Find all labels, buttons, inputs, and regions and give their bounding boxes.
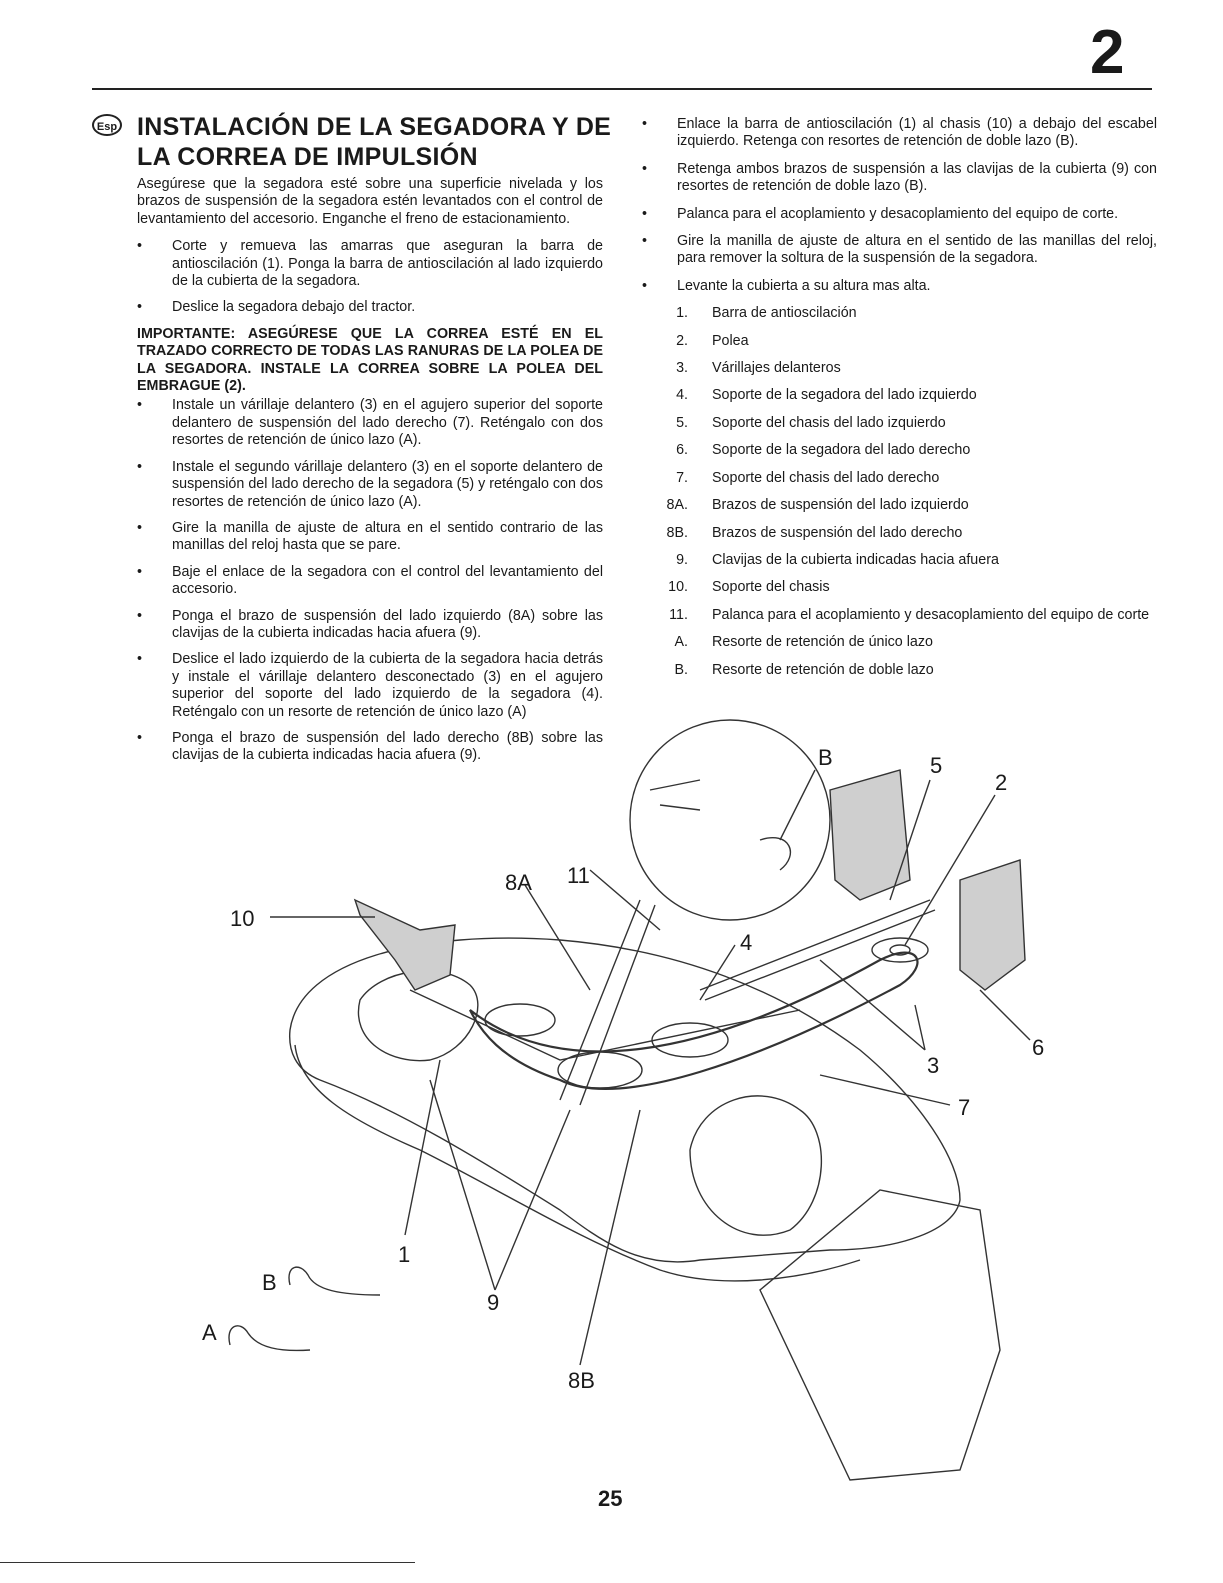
bullet-glyph: •: [642, 277, 648, 294]
legend-number: 7.: [676, 469, 688, 486]
list-item-text: Palanca para el acoplamiento y desacoplamiento del equipo de corte.: [677, 205, 1119, 222]
leader-7: [820, 1075, 950, 1105]
list-item-text: Baje el enlace de la segadora con el control del levantamiento del accesorio.: [172, 563, 603, 598]
bullet-glyph: •: [137, 729, 143, 746]
spring-clip-A: [229, 1326, 310, 1351]
bullet-glyph: •: [137, 563, 143, 580]
callout-5: 5: [930, 753, 943, 778]
legend-number: B.: [674, 661, 688, 678]
bullet-glyph: •: [642, 116, 648, 132]
bullet-glyph: •: [642, 205, 648, 222]
legend-number: 2.: [676, 332, 688, 349]
deck-skirt: [295, 1045, 860, 1281]
callout-spring-B: B: [262, 1270, 277, 1295]
bullet-glyph: •: [137, 607, 143, 624]
grass-chute: [760, 1190, 1000, 1480]
legend-text: Várillajes delanteros: [712, 360, 841, 377]
leader-3: [820, 960, 925, 1050]
callout-9: 9: [487, 1290, 500, 1315]
legend-text: Palanca para el acoplamiento y desacoplamiento del equipo de corte: [712, 606, 1150, 623]
drive-belt: [470, 953, 917, 1089]
leader-6: [980, 990, 1030, 1040]
section-title: INSTALACIÓN DE LA SEGADORA Y DE LA CORREA DE IMPULSIÓN: [137, 113, 612, 171]
chassis-bracket-left: [355, 900, 455, 990]
legend-number: 6.: [676, 442, 688, 459]
leader-8B: [580, 1110, 640, 1365]
bullet-glyph: •: [137, 238, 143, 255]
callout-2: 2: [995, 770, 1008, 795]
bullet-glyph: •: [642, 233, 648, 250]
leader-1: [405, 1060, 440, 1235]
callout-B-top: B: [818, 745, 833, 770]
list-item-text: Gire la manilla de ajuste de altura en el sentido de las manillas del reloj, para remover la soltura de la suspensión de la segadora.: [677, 233, 1157, 267]
callout-4: 4: [740, 930, 753, 955]
bullet-glyph: •: [137, 458, 143, 475]
leader-4: [700, 945, 735, 1000]
callout-6: 6: [1032, 1035, 1045, 1060]
legend-text: Soporte de la segadora del lado derecho: [712, 442, 971, 459]
list-item-text: Enlace la barra de antioscilación (1) al chasis (10) a debajo del escabel izquierdo. Retenga con resortes de retención de doble lazo (B).: [677, 116, 1157, 150]
section-number: 2: [1090, 18, 1123, 87]
detail-circle: [630, 720, 830, 920]
legend-text: Polea: [712, 332, 749, 349]
discharge-housing: [690, 1096, 821, 1235]
callout-spring-A: A: [202, 1320, 217, 1345]
callout-7: 7: [958, 1095, 971, 1120]
legend-text: Resorte de retención de único lazo: [712, 634, 933, 651]
left-pulley: [485, 1004, 555, 1036]
legend-number: 8B.: [666, 524, 688, 541]
legend-number: A.: [674, 634, 688, 651]
legend-number: 5.: [676, 414, 688, 431]
language-badge: Esp: [92, 114, 122, 136]
callout-8A: 8A: [505, 870, 532, 895]
callout-8B: 8B: [568, 1368, 595, 1393]
list-item-text: Levante la cubierta a su altura mas alta.: [677, 277, 931, 294]
footer-rule: [0, 1562, 415, 1563]
callout-1: 1: [398, 1242, 411, 1267]
list-item-text: Corte y remueva las amarras que aseguran la barra de antioscilación (1). Ponga la barra de antioscilación al lado izquierdo de la cubierta de la segadora.: [172, 238, 603, 290]
page-number: 25: [598, 1486, 623, 1511]
legend-number: 8A.: [666, 497, 688, 514]
legend-number: 4.: [676, 387, 688, 404]
list-item-text: Instale el segundo várillaje delantero (3) en el soporte delantero de suspensión del lado derecho de la segadora (5) y reténgalo con dos resortes de retención de único lazo (A).: [172, 458, 603, 510]
legend-text: Soporte del chasis: [712, 579, 830, 596]
spring-clip-B: [289, 1267, 380, 1295]
intro-paragraph: Asegúrese que la segadora esté sobre una superficie nivelada y los brazos de suspensión de la segadora estén levantados con el control de levantamiento del accesorio. Enganche el freno de estacionamiento.: [137, 176, 603, 227]
bullet-glyph: •: [137, 519, 143, 536]
legend-text: Resorte de retención de doble lazo: [712, 661, 934, 678]
bullet-glyph: •: [642, 160, 648, 177]
legend-number: 10.: [668, 579, 688, 596]
list-item-text: Ponga el brazo de suspensión del lado izquierdo (8A) sobre las clavijas de la cubierta indicadas hacia afuera (9).: [172, 607, 603, 641]
legend-number: 3.: [676, 360, 688, 377]
legend-text: Soporte del chasis del lado derecho: [712, 469, 940, 486]
legend-number: 9.: [676, 551, 688, 568]
leader-9: [430, 1080, 570, 1290]
clutch-pulley: [872, 938, 928, 962]
legend-text: Clavijas de la cubierta indicadas hacia afuera: [712, 551, 999, 568]
leader-B: [780, 770, 815, 840]
bullet-glyph: •: [137, 299, 143, 316]
callout-11: 11: [567, 863, 590, 888]
list-item-text: Ponga el brazo de suspensión del lado derecho (8B) sobre las clavijas de la cubierta indicadas hacia afuera (9).: [172, 729, 603, 764]
legend-number: 11.: [669, 606, 688, 623]
legend-text: Soporte de la segadora del lado izquierdo: [712, 387, 977, 404]
callout-3: 3: [927, 1053, 940, 1078]
list-item-text: Deslice el lado izquierdo de la cubierta de la segadora hacia detrás y instale el várillaje delantero desconectado (3) en el agujero superior del soporte del lado izquierdo de la segadora (4). Reténgalo con un resorte de retención de único lazo (A): [172, 651, 603, 720]
legend-text: Brazos de suspensión del lado derecho: [712, 524, 963, 541]
legend-text: Soporte del chasis del lado izquierdo: [712, 414, 946, 431]
legend-text: Brazos de suspensión del lado izquierdo: [712, 497, 969, 514]
important-notice: IMPORTANTE: ASEGÚRESE QUE LA CORREA ESTÉ EN EL TRAZADO CORRECTO DE TODAS LAS RANURAS DE LA POLEA DE LA SEGADORA. INSTALE LA CORREA SOBRE LA POLEA DEL EMBRAGUE (2).: [137, 325, 603, 395]
chassis-bracket-5: [830, 770, 910, 900]
list-item-text: Retenga ambos brazos de suspensión a las clavijas de la cubierta (9) con resortes de retención de doble lazo (B).: [677, 160, 1157, 195]
list-item-text: Gire la manilla de ajuste de altura en el sentido contrario de las manillas del reloj hasta que se pare.: [172, 519, 603, 554]
bullet-glyph: •: [137, 651, 143, 668]
mower-bracket-6: [960, 860, 1025, 990]
list-item-text: Deslice la segadora debajo del tractor.: [172, 299, 416, 316]
legend-number: 1.: [676, 305, 688, 322]
list-item-text: Instale un várillaje delantero (3) en el agujero superior del soporte delantero de suspensión del lado derecho (7). Reténgalo con dos resortes de retención de único lazo (A).: [172, 397, 603, 449]
callout-10: 10: [230, 906, 255, 931]
bullet-glyph: •: [137, 397, 143, 414]
detail-pin: [650, 780, 790, 870]
legend-text: Barra de antioscilación: [712, 305, 857, 322]
leader-8A: [525, 885, 590, 990]
